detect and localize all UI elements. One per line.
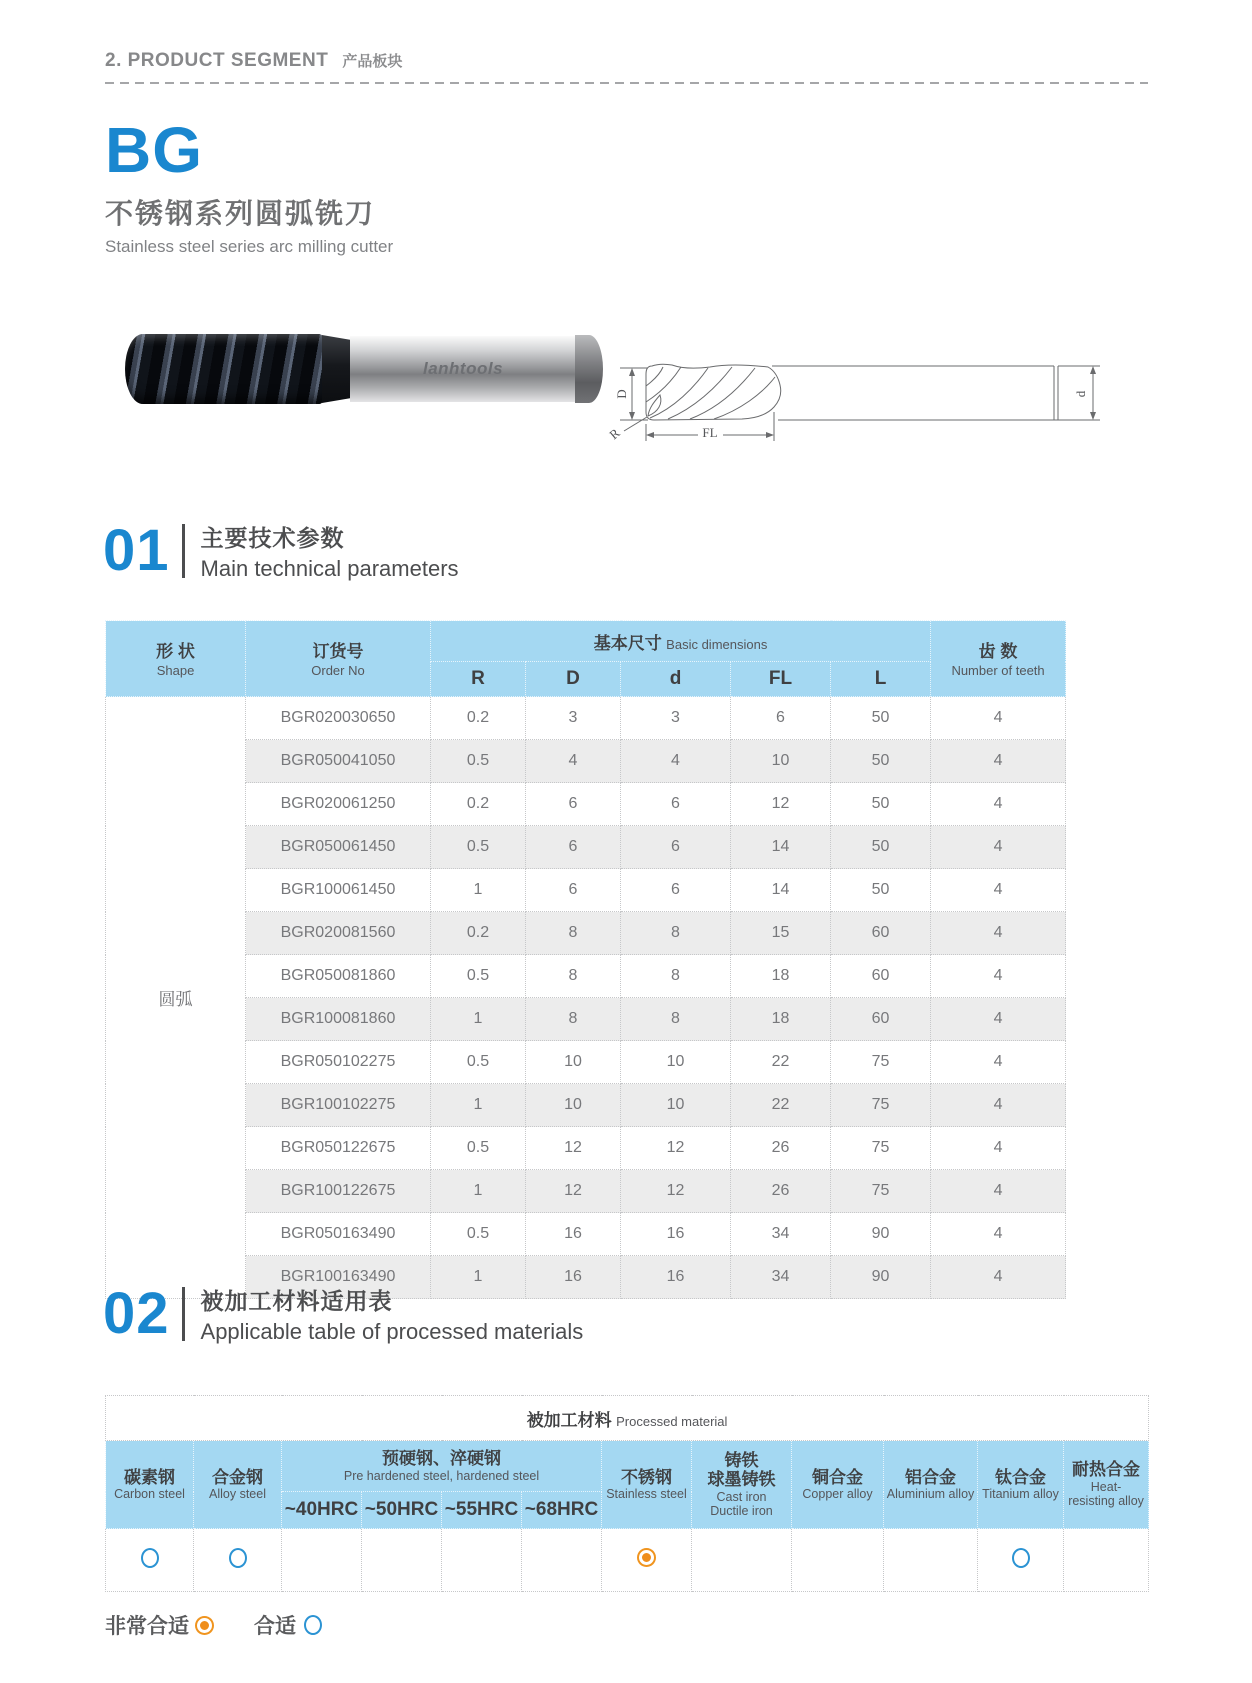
cell-teeth: 4 — [931, 1256, 1066, 1299]
cell-r: 0.2 — [431, 912, 526, 955]
col-teeth-zh: 齿 数 — [978, 642, 1018, 661]
section-1-title-zh: 主要技术参数 — [200, 525, 345, 551]
section-1-title-en: Main technical parameters — [200, 556, 459, 581]
cell-l: 50 — [831, 826, 931, 869]
technical-drawing — [602, 328, 1107, 448]
cell-r: 0.5 — [431, 1041, 526, 1084]
suitable-circle-icon — [1012, 1548, 1030, 1568]
cutter-neck-image — [322, 335, 350, 403]
cell-teeth: 4 — [931, 1084, 1066, 1127]
legend-suitable-label: 合适 — [254, 1615, 296, 1638]
cell-order-no: BGR050122675 — [246, 1127, 431, 1170]
parameters-table — [105, 620, 1066, 1299]
cell-teeth: 4 — [931, 912, 1066, 955]
cell-l: 50 — [831, 697, 931, 740]
cell-D: 8 — [526, 912, 621, 955]
col-header-40hrc: ~40HRC — [282, 1492, 362, 1529]
cell-fl: 34 — [731, 1256, 831, 1299]
col-header-FL: FL — [731, 662, 831, 697]
cell-order-no: BGR050081860 — [246, 955, 431, 998]
param-row — [106, 912, 1066, 955]
cell-fl: 26 — [731, 1127, 831, 1170]
section-2-title-zh: 被加工材料适用表 — [200, 1288, 393, 1314]
cell-d: 8 — [621, 998, 731, 1041]
cell-r: 1 — [431, 998, 526, 1041]
cell-D: 10 — [526, 1084, 621, 1127]
cell-l: 90 — [831, 1213, 931, 1256]
mark-copper-alloy — [792, 1529, 884, 1592]
cell-d: 12 — [621, 1127, 731, 1170]
header-dashed-rule — [105, 82, 1148, 84]
col-header-55hrc: ~55HRC — [442, 1492, 522, 1529]
cell-D: 3 — [526, 697, 621, 740]
cell-fl: 18 — [731, 955, 831, 998]
mark-50hrc — [362, 1529, 442, 1592]
cell-order-no: BGR020030650 — [246, 697, 431, 740]
col-order-en: Order No — [311, 663, 365, 678]
col-header-titanium-alloy — [978, 1441, 1064, 1529]
cell-order-no: BGR100102275 — [246, 1084, 431, 1127]
alu-zh: 铝合金 — [905, 1467, 956, 1487]
segment-title-en: 2. PRODUCT SEGMENT — [105, 50, 329, 71]
suitable-circle-icon — [304, 1615, 322, 1635]
cast-en2: Ductile iron — [710, 1504, 773, 1519]
section-1-number: 01 — [103, 518, 170, 583]
col-header-L: L — [831, 662, 931, 697]
cell-l: 90 — [831, 1256, 931, 1299]
copper-zh: 铜合金 — [812, 1467, 863, 1487]
cell-D: 6 — [526, 826, 621, 869]
cell-D: 10 — [526, 1041, 621, 1084]
col-header-basic-dimensions — [431, 621, 931, 662]
cell-order-no: BGR050102275 — [246, 1041, 431, 1084]
cell-teeth: 4 — [931, 1170, 1066, 1213]
suitability-row — [106, 1529, 1149, 1592]
cell-D: 6 — [526, 783, 621, 826]
prehard-en: Pre hardened steel, hardened steel — [343, 1468, 540, 1483]
carbon-en: Carbon steel — [114, 1487, 185, 1502]
col-header-D: D — [526, 662, 621, 697]
cell-teeth: 4 — [931, 826, 1066, 869]
section-divider — [182, 524, 185, 578]
dim-label-D: D — [614, 389, 629, 399]
mark-cast-iron — [692, 1529, 792, 1592]
cell-l: 50 — [831, 740, 931, 783]
mark-stainless-steel — [602, 1529, 692, 1592]
cell-r: 1 — [431, 1084, 526, 1127]
cell-teeth: 4 — [931, 783, 1066, 826]
alloy-zh: 合金钢 — [212, 1467, 263, 1487]
cell-order-no: BGR020081560 — [246, 912, 431, 955]
param-row — [106, 1213, 1066, 1256]
product-series-en: Stainless steel series arc milling cutter — [105, 237, 394, 256]
heat-zh: 耐热合金 — [1072, 1460, 1141, 1480]
mark-carbon-steel — [106, 1529, 194, 1592]
stainless-zh: 不锈钢 — [621, 1467, 672, 1487]
cell-order-no: BGR100163490 — [246, 1256, 431, 1299]
col-header-R: R — [431, 662, 526, 697]
cell-d: 16 — [621, 1256, 731, 1299]
cell-d: 3 — [621, 697, 731, 740]
cell-fl: 22 — [731, 1084, 831, 1127]
section-1-heading — [103, 520, 459, 582]
alloy-en: Alloy steel — [209, 1487, 266, 1502]
product-code: BG — [105, 114, 203, 186]
cell-l: 75 — [831, 1084, 931, 1127]
cell-l: 75 — [831, 1127, 931, 1170]
cell-fl: 6 — [731, 697, 831, 740]
cell-d: 6 — [621, 869, 731, 912]
cell-order-no: BGR050163490 — [246, 1213, 431, 1256]
heat-en2: resisting alloy — [1068, 1494, 1144, 1509]
col-header-68hrc: ~68HRC — [522, 1492, 602, 1529]
section-2-number: 02 — [103, 1281, 170, 1346]
cell-teeth: 4 — [931, 998, 1066, 1041]
product-title-block — [105, 114, 394, 257]
col-header-carbon-steel — [106, 1441, 194, 1529]
cell-d: 10 — [621, 1041, 731, 1084]
cell-teeth: 4 — [931, 869, 1066, 912]
heat-en1: Heat- — [1090, 1479, 1122, 1494]
col-header-heat-resisting-alloy — [1064, 1441, 1149, 1529]
cell-order-no: BGR100061450 — [246, 869, 431, 912]
cell-d: 6 — [621, 826, 731, 869]
param-row — [106, 783, 1066, 826]
materials-title-zh: 被加工材料 — [526, 1410, 612, 1430]
cell-teeth: 4 — [931, 955, 1066, 998]
legend-very-suitable-label: 非常合适 — [105, 1615, 189, 1638]
cell-r: 0.5 — [431, 740, 526, 783]
col-header-copper-alloy — [792, 1441, 884, 1529]
cell-l: 50 — [831, 869, 931, 912]
mark-aluminium-alloy — [884, 1529, 978, 1592]
very-suitable-circle-icon — [639, 1550, 654, 1565]
cell-fl: 10 — [731, 740, 831, 783]
cell-r: 0.2 — [431, 783, 526, 826]
mark-heat-resisting-alloy — [1064, 1529, 1149, 1592]
cell-d: 8 — [621, 912, 731, 955]
segment-title-zh: 产品板块 — [342, 53, 403, 70]
cell-d: 4 — [621, 740, 731, 783]
cell-fl: 15 — [731, 912, 831, 955]
cell-order-no: BGR050041050 — [246, 740, 431, 783]
col-shape-zh: 形 状 — [156, 642, 195, 661]
cast-zh1: 铸铁 — [724, 1450, 759, 1470]
col-header-cast-iron — [692, 1441, 792, 1529]
materials-table — [105, 1395, 1149, 1592]
cell-l: 50 — [831, 783, 931, 826]
cell-D: 12 — [526, 1127, 621, 1170]
mark-55hrc — [442, 1529, 522, 1592]
ti-zh: 钛合金 — [995, 1467, 1046, 1487]
col-header-alloy-steel — [194, 1441, 282, 1529]
cell-r: 1 — [431, 869, 526, 912]
cell-l: 75 — [831, 1041, 931, 1084]
cell-D: 8 — [526, 955, 621, 998]
section-divider — [182, 1287, 185, 1341]
cast-zh2: 球墨铸铁 — [707, 1470, 776, 1490]
dim-label-d: d — [1073, 390, 1088, 398]
param-row — [106, 826, 1066, 869]
cell-l: 75 — [831, 1170, 931, 1213]
carbon-zh: 碳素钢 — [124, 1467, 175, 1487]
legend — [105, 1610, 322, 1640]
brand-logo-text: lanhtools — [422, 359, 504, 378]
param-row — [106, 1084, 1066, 1127]
section-2-title-en: Applicable table of processed materials — [200, 1319, 584, 1344]
mark-40hrc — [282, 1529, 362, 1592]
cell-fl: 14 — [731, 826, 831, 869]
cell-l: 60 — [831, 955, 931, 998]
param-row — [106, 1170, 1066, 1213]
mark-68hrc — [522, 1529, 602, 1592]
param-row — [106, 1041, 1066, 1084]
shape-value-cell: 圆弧 — [106, 697, 246, 1299]
cutter-endcap-image — [575, 335, 603, 403]
cell-r: 1 — [431, 1256, 526, 1299]
col-order-zh: 订货号 — [312, 642, 364, 661]
col-header-shape — [106, 621, 246, 697]
prehard-zh: 预硬钢、淬硬钢 — [382, 1449, 501, 1469]
very-suitable-circle-icon — [197, 1618, 212, 1633]
cutter-shank-image — [350, 336, 576, 402]
cell-teeth: 4 — [931, 697, 1066, 740]
param-row — [106, 1127, 1066, 1170]
product-series-zh: 不锈钢系列圆弧铣刀 — [105, 198, 376, 229]
cell-r: 0.5 — [431, 955, 526, 998]
materials-table-title — [106, 1396, 1149, 1441]
stainless-en: Stainless steel — [606, 1487, 687, 1502]
cell-d: 8 — [621, 955, 731, 998]
cell-l: 60 — [831, 998, 931, 1041]
cell-order-no: BGR100122675 — [246, 1170, 431, 1213]
alu-en: Aluminium alloy — [886, 1487, 975, 1502]
mark-titanium-alloy — [978, 1529, 1064, 1592]
cell-teeth: 4 — [931, 1127, 1066, 1170]
col-header-50hrc: ~50HRC — [362, 1492, 442, 1529]
col-teeth-en: Number of teeth — [951, 663, 1045, 678]
cell-order-no: BGR020061250 — [246, 783, 431, 826]
cell-order-no: BGR100081860 — [246, 998, 431, 1041]
cell-fl: 34 — [731, 1213, 831, 1256]
param-row — [106, 998, 1066, 1041]
param-row — [106, 869, 1066, 912]
materials-title-en: Processed material — [616, 1413, 728, 1429]
cell-D: 16 — [526, 1256, 621, 1299]
cell-order-no: BGR050061450 — [246, 826, 431, 869]
cell-D: 4 — [526, 740, 621, 783]
cell-d: 10 — [621, 1084, 731, 1127]
cell-r: 0.5 — [431, 1127, 526, 1170]
param-row — [106, 740, 1066, 783]
mark-alloy-steel — [194, 1529, 282, 1592]
cell-r: 0.5 — [431, 826, 526, 869]
suitable-circle-icon — [229, 1548, 247, 1568]
col-header-prehardened-steel — [282, 1441, 602, 1492]
col-header-d: d — [621, 662, 731, 697]
cell-D: 16 — [526, 1213, 621, 1256]
cell-d: 6 — [621, 783, 731, 826]
param-row — [106, 697, 1066, 740]
cell-teeth: 4 — [931, 740, 1066, 783]
col-header-order-no — [246, 621, 431, 697]
suitable-circle-icon — [141, 1548, 159, 1568]
cell-fl: 22 — [731, 1041, 831, 1084]
cell-fl: 26 — [731, 1170, 831, 1213]
cast-en1: Cast iron — [716, 1489, 767, 1504]
cell-teeth: 4 — [931, 1213, 1066, 1256]
col-header-teeth — [931, 621, 1066, 697]
cell-teeth: 4 — [931, 1041, 1066, 1084]
col-shape-en: Shape — [156, 663, 195, 678]
col-dims-en: Basic dimensions — [666, 636, 768, 652]
cell-D: 6 — [526, 869, 621, 912]
cell-fl: 14 — [731, 869, 831, 912]
cell-D: 8 — [526, 998, 621, 1041]
product-photo — [125, 334, 603, 404]
cell-r: 0.5 — [431, 1213, 526, 1256]
cell-D: 12 — [526, 1170, 621, 1213]
cell-l: 60 — [831, 912, 931, 955]
ti-en: Titanium alloy — [982, 1487, 1059, 1502]
col-dims-zh: 基本尺寸 — [593, 633, 662, 653]
section-2-heading — [103, 1283, 583, 1345]
cutter-flutes-image — [125, 334, 325, 404]
col-header-stainless-steel — [602, 1441, 692, 1529]
dim-label-R: R — [606, 425, 623, 443]
param-row — [106, 955, 1066, 998]
cell-d: 16 — [621, 1213, 731, 1256]
copper-en: Copper alloy — [802, 1487, 873, 1502]
cell-r: 1 — [431, 1170, 526, 1213]
col-header-aluminium-alloy — [884, 1441, 978, 1529]
dim-label-FL: FL — [702, 425, 718, 440]
cell-fl: 18 — [731, 998, 831, 1041]
page-header — [105, 50, 1148, 84]
cell-fl: 12 — [731, 783, 831, 826]
cell-r: 0.2 — [431, 697, 526, 740]
cell-d: 12 — [621, 1170, 731, 1213]
